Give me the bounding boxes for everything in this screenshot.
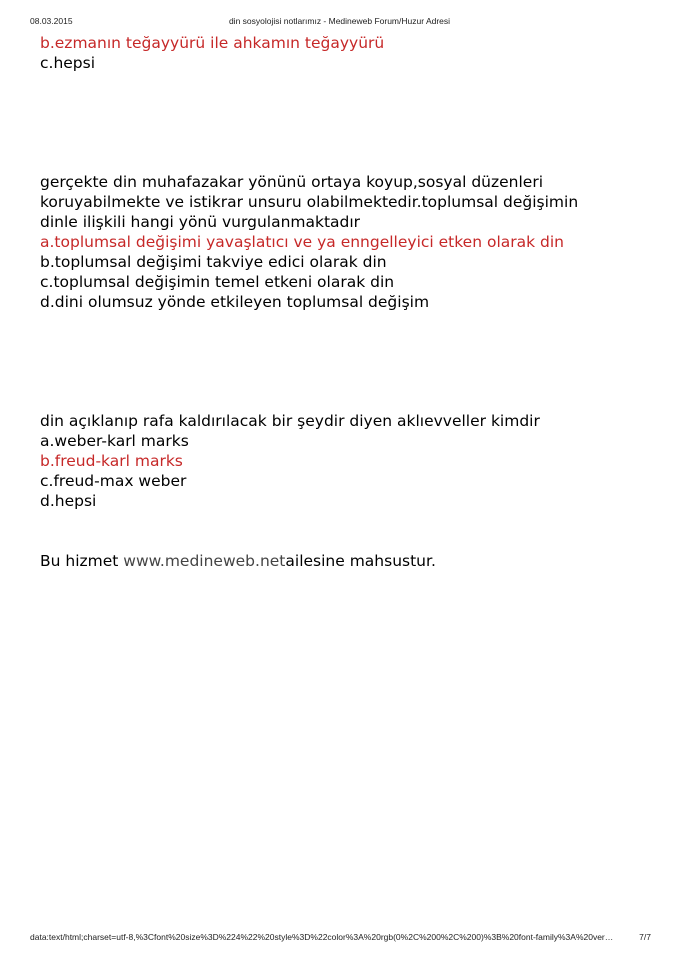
closing-prefix: Bu hizmet (40, 552, 124, 570)
q1-option-c: c.hepsi (40, 54, 96, 72)
document-body (40, 33, 660, 571)
q2-option-a-answer: a.toplumsal değişimi yavaşlatıcı ve ya enngelleyici etken olarak din (40, 233, 564, 251)
q3-option-c: c.freud-max weber (40, 472, 187, 490)
q3-option-a: a.weber-karl marks (40, 432, 189, 450)
q1-option-b-answer: b.ezmanın teğayyürü ile ahkamın teğayyürü (40, 34, 385, 52)
q3-option-d: d.hepsi (40, 492, 97, 510)
q2-text-line2: koruyabilmekte ve istikrar unsuru olabilmektedir.toplumsal değişimin (40, 193, 579, 211)
print-page-title: din sosyolojisi notlarımız - Medineweb Forum/Huzur Adresi (228, 16, 451, 26)
q2-text-line3: dinle ilişkili hangi yönü vurgulanmaktadır (40, 213, 361, 231)
print-date: 08.03.2015 (30, 16, 73, 26)
q2-option-b: b.toplumsal değişimi takviye edici olarak din (40, 253, 387, 271)
page-number: 7/7 (639, 932, 651, 942)
closing-line (40, 551, 660, 571)
q3-text: din açıklanıp rafa kaldırılacak bir şeydir diyen aklıevveller kimdir (40, 412, 540, 430)
print-footer-url: data:text/html;charset=utf-8,%3Cfont%20size%3D%224%22%20style%3D%22color%3A%20rgb(0%2C%200%2C%200)%3B%20font-family%3A%20ver… (30, 932, 614, 942)
q2-option-d: d.dini olumsuz yönde etkileyen toplumsal değişim (40, 293, 430, 311)
q3-option-b-answer: b.freud-karl marks (40, 452, 183, 470)
closing-suffix: ailesine mahsustur. (285, 552, 436, 570)
q2-text-line1: gerçekte din muhafazakar yönünü ortaya koyup,sosyal düzenleri (40, 173, 544, 191)
medineweb-link[interactable]: www.medineweb.net (123, 552, 286, 570)
q2-option-c: c.toplumsal değişimin temel etkeni olarak din (40, 273, 395, 291)
